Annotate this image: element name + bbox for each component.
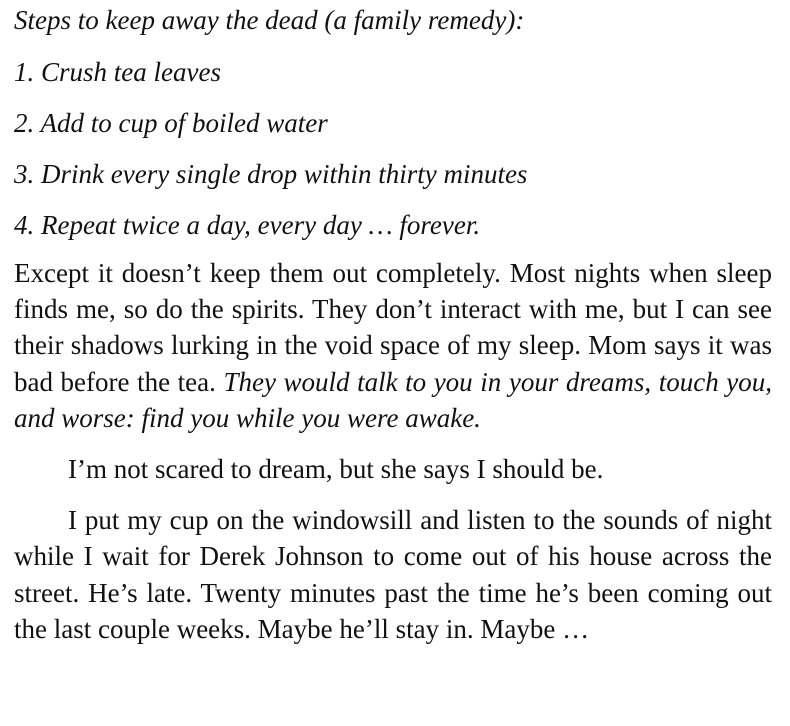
step-item-2: 2. Add to cup of boiled water xyxy=(14,108,328,138)
paragraph-2: I’m not scared to dream, but she says I should be. xyxy=(68,454,604,485)
paragraph-1-italic-text: They would talk to you in your dreams, touch you, and worse: find you while you were awake. xyxy=(14,366,772,433)
step-item-4: 4. Repeat twice a day, every day … forever. xyxy=(14,210,481,240)
remedy-steps xyxy=(14,0,772,255)
step-item-1: 1. Crush tea leaves xyxy=(14,57,221,87)
step-item-3: 3. Drink every single drop within thirty minutes xyxy=(14,159,528,189)
paragraph-1 xyxy=(14,255,772,436)
steps-heading: Steps to keep away the dead (a family remedy): xyxy=(14,5,525,35)
page-content xyxy=(14,0,772,647)
paragraph-3: I put my cup on the windowsill and listen to the sounds of night while I wait for Derek Johnson to come out of his house across the street. He’s late. Twenty minutes past the time he’s been coming out the last couple weeks. Maybe he’ll stay in. Maybe … xyxy=(14,505,772,644)
paragraph-1-text: Except it doesn’t keep them out completely. Most nights when sleep finds me, so do the spirits. They don’t interact with me, but I can see their shadows lurking in the void space of my sleep. Mom says it was bad before the tea. xyxy=(14,258,772,397)
